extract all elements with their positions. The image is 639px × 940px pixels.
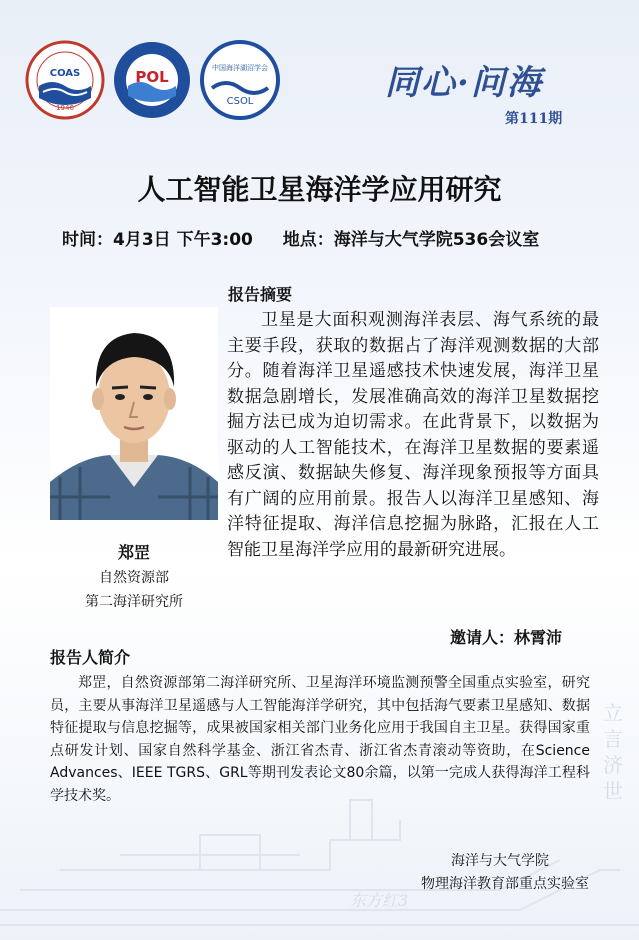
motto-watermark: 立言济世 <box>603 701 623 803</box>
csol-logo-inner: 中国海洋湖沼学会 <box>212 64 268 72</box>
bio-text: 郑罡，自然资源部第二海洋研究所、卫星海洋环境监测预警全国重点实验室，研究员，主要从事海洋卫星遥感与人工智能海洋学研究，其中包括海气要素卫星感知、数据特征提取与信息挖掘等，成果被国家相关部门业务化应用于我国自主卫星。获得国家重点研发计划、国家自然科学基金、浙江省杰青、浙江省杰青滚动等资助，在Science Advances、IEEE TGRS、GRL等期刊发表论文80余篇，以第一完成人获得海洋工程科学技术奖。 <box>50 675 590 804</box>
talk-place: 地点：海洋与大气学院536会议室 <box>282 230 540 250</box>
inviter: 邀请人：林霄沛 <box>450 628 563 647</box>
footer-school: 海洋与大气学院 <box>451 853 549 869</box>
issue-number: 第111期 <box>505 111 563 127</box>
coas-logo-year: 1946 <box>56 104 74 112</box>
coas-logo-text: COAS <box>49 68 81 79</box>
csol-logo <box>200 40 280 120</box>
speaker-affiliation-line2: 第二海洋研究所 <box>85 594 183 610</box>
speaker-photo <box>50 307 218 520</box>
ship-name-watermark: 东方红3 <box>350 891 409 910</box>
talk-time: 时间：4月3日 下午3:00 <box>62 230 253 250</box>
abstract-heading: 报告摘要 <box>228 285 293 304</box>
pol-logo <box>112 40 192 120</box>
abstract-text: 卫星是大面积观测海洋表层、海气系统的最主要手段，获取的数据占了海洋观测数据的大部分。随着海洋卫星遥感技术快速发展，海洋卫星数据急剧增长，发展准确高效的海洋卫星数据挖掘方法已成为迫切需求。在此背景下，以数据为驱动的人工智能技术，在海洋卫星数据的要素遥感反演、数据缺失修复、海洋现象预报等方面具有广阔的应用前景。报告人以海洋卫星感知、海洋特征提取、海洋信息挖掘为脉路，汇报在人工智能卫星海洋学应用的最新研究进展。 <box>227 310 599 560</box>
pol-logo-text: POL <box>135 68 169 86</box>
talk-title: 人工智能卫星海洋学应用研究 <box>137 173 502 206</box>
footer-lab: 物理海洋教育部重点实验室 <box>421 876 589 892</box>
talk-meta <box>62 225 539 250</box>
csol-logo-text: CSOL <box>226 96 254 107</box>
speaker-affiliation-line1: 自然资源部 <box>99 570 169 586</box>
series-title: 同心·问海 <box>385 63 543 103</box>
speaker-name: 郑罡 <box>117 543 150 562</box>
bio-heading: 报告人简介 <box>50 648 131 667</box>
coas-logo <box>25 40 105 120</box>
